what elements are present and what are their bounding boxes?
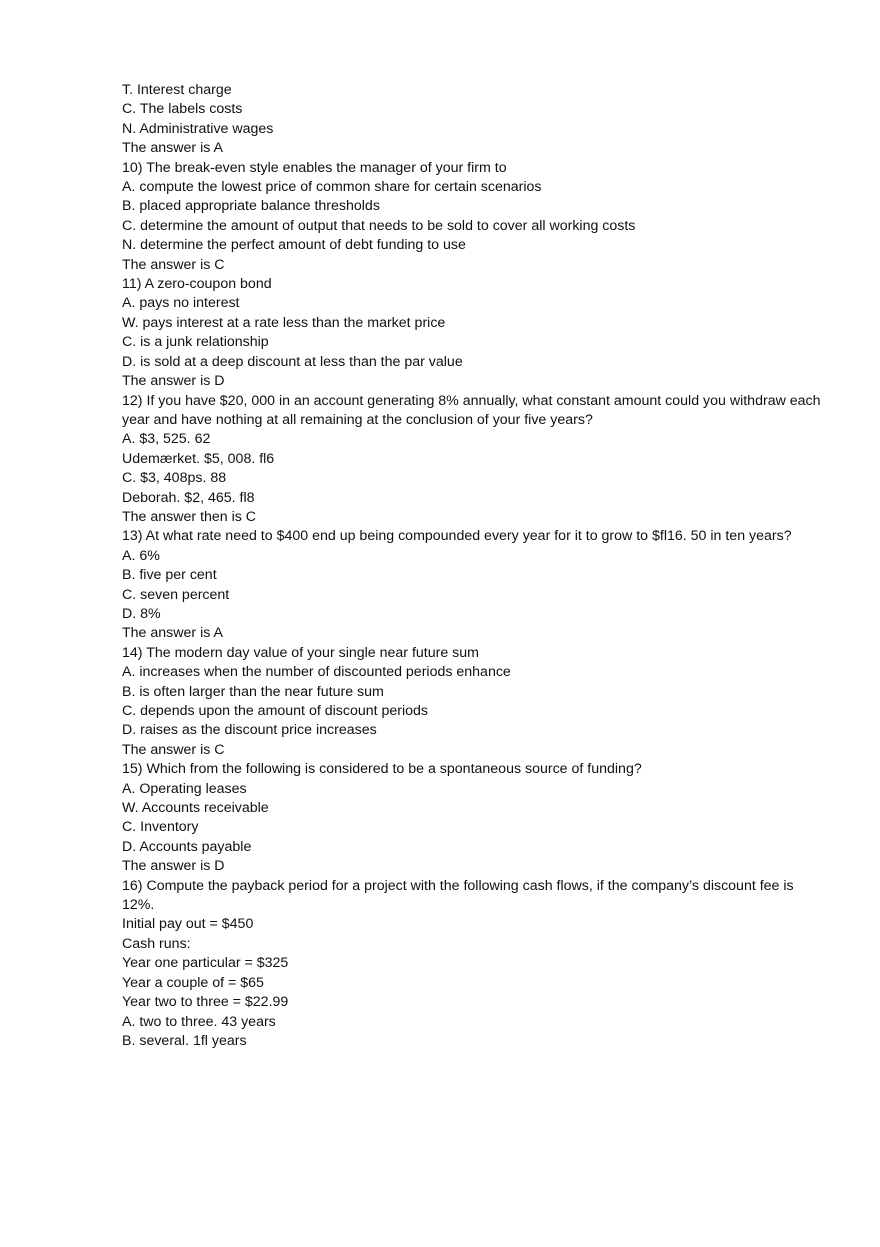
answer-line: The answer is A xyxy=(122,625,223,642)
option-line: C. Inventory xyxy=(122,819,199,836)
question-10: 10) The break-even style enables the manager of your firm to xyxy=(122,159,507,176)
option-line: Deborah. $2, 465. fl8 xyxy=(122,489,255,506)
option-line: A. 6% xyxy=(122,547,160,564)
question-15: 15) Which from the following is considered to be a spontaneous source of funding? xyxy=(122,761,642,778)
option-line: D. 8% xyxy=(122,605,161,622)
option-line: Udemærket. $5, 008. fl6 xyxy=(122,450,275,467)
option-line: A. $3, 525. 62 xyxy=(122,431,211,448)
text-line: Year one particular = $325 xyxy=(122,955,289,972)
option-line: C. $3, 408ps. 88 xyxy=(122,470,227,487)
text-line: Initial pay out = $450 xyxy=(122,916,254,933)
option-line: B. is often larger than the near future sum xyxy=(122,683,384,700)
document-text xyxy=(122,81,825,1051)
option-line: A. increases when the number of discounted periods enhance xyxy=(122,664,511,681)
text-line: Cash runs: xyxy=(122,935,191,952)
option-line: D. is sold at a deep discount at less than the par value xyxy=(122,353,463,370)
answer-line: The answer then is C xyxy=(122,508,257,525)
option-line: C. depends upon the amount of discount periods xyxy=(122,703,429,719)
text-line: C. The labels costs xyxy=(122,101,243,118)
answer-line: The answer is A xyxy=(122,140,223,157)
question-16: 16) Compute the payback period for a project with the following cash flows, if the company’s discount fee is 12%. xyxy=(122,877,798,914)
option-line: C. is a junk relationship xyxy=(122,334,269,351)
text-line: N. Administrative wages xyxy=(122,120,274,137)
answer-line: The answer is C xyxy=(122,256,225,273)
question-14: 14) The modern day value of your single near future sum xyxy=(122,644,479,661)
option-line: D. raises as the discount price increases xyxy=(122,722,377,739)
option-line: D. Accounts payable xyxy=(122,838,252,855)
answer-line: The answer is D xyxy=(122,858,225,875)
option-line: B. five per cent xyxy=(122,567,217,584)
text-line: Year a couple of = $65 xyxy=(122,974,264,991)
option-line: W. pays interest at a rate less than the market price xyxy=(122,314,446,331)
question-13: 13) At what rate need to $400 end up being compounded every year for it to grow to $fl16. 50 in ten years? xyxy=(122,528,792,545)
option-line: A. pays no interest xyxy=(122,295,240,312)
option-line: N. determine the perfect amount of debt funding to use xyxy=(122,237,466,254)
answer-line: The answer is D xyxy=(122,373,225,390)
text-line: T. Interest charge xyxy=(122,82,232,98)
question-12: 12) If you have $20, 000 in an account generating 8% annually, what constant amount could you withdraw each year and have nothing at all remaining at the conclusion of your five years? xyxy=(122,392,825,428)
option-line: W. Accounts receivable xyxy=(122,800,269,817)
option-line: A. two to three. 43 years xyxy=(122,1013,276,1030)
option-line: A. compute the lowest price of common share for certain scenarios xyxy=(122,179,542,196)
question-11: 11) A zero-coupon bond xyxy=(122,276,272,293)
answer-line: The answer is C xyxy=(122,741,225,758)
option-line: A. Operating leases xyxy=(122,780,247,797)
option-line: B. several. 1fl years xyxy=(122,1032,247,1049)
option-line: C. seven percent xyxy=(122,586,230,603)
option-line: B. placed appropriate balance thresholds xyxy=(122,198,380,215)
text-line: Year two to three = $22.99 xyxy=(122,994,289,1011)
option-line: C. determine the amount of output that needs to be sold to cover all working costs xyxy=(122,217,636,234)
